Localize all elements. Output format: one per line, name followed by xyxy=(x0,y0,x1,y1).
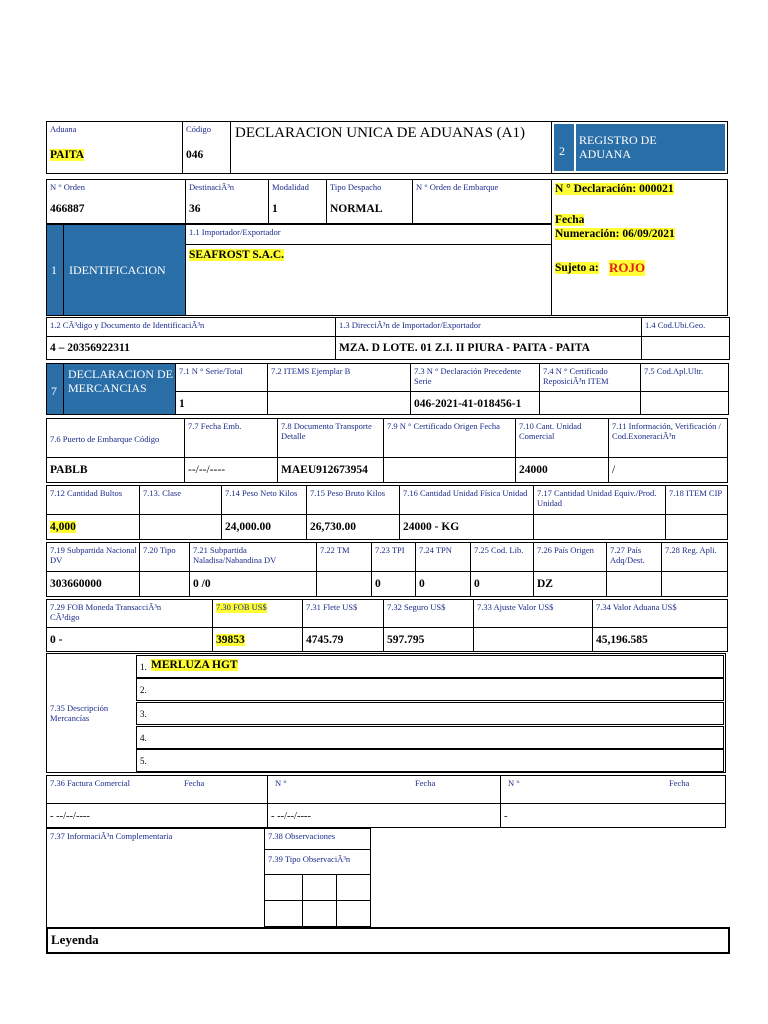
cant-unidad-value: 24000 xyxy=(519,464,548,476)
registro-num-box xyxy=(554,124,574,171)
tpn-value-cell xyxy=(415,571,471,597)
desc-line-1 xyxy=(136,655,724,678)
n-orden-value: 466887 xyxy=(50,203,85,215)
registro-label-box xyxy=(576,124,725,171)
documento-value-cell xyxy=(277,457,384,483)
reposicion-label: 7.4 N ° Certificado ReposiciÃ³n ITEM xyxy=(543,366,609,386)
info-comp-cell xyxy=(46,828,265,928)
factura-date-1: - --/--/---- xyxy=(50,811,90,822)
subpartida-value: 303660000 xyxy=(50,578,102,590)
tipo-value-cell xyxy=(139,571,190,597)
flete-label: 7.31 Flete US$ xyxy=(306,602,358,612)
naladisa-value-cell xyxy=(189,571,317,597)
fob-moneda-value: 0 - xyxy=(50,634,63,646)
cod-lib-value: 0 xyxy=(474,578,480,590)
factura-label-cell-1 xyxy=(46,775,268,804)
n-orden-cell xyxy=(46,179,186,224)
items-label-cell xyxy=(267,363,411,392)
cant-fisica-label-cell xyxy=(399,485,534,515)
fecha-emb-label-cell xyxy=(184,418,278,458)
fecha-emb-value-cell xyxy=(184,457,278,483)
tipo-obs-box-1 xyxy=(264,874,303,901)
fob-moneda-value-cell xyxy=(46,627,213,652)
puerto-label-cell xyxy=(46,418,185,458)
fecha-emb-label: 7.7 Fecha Emb. xyxy=(188,421,242,431)
documento-value: MAEU912673954 xyxy=(281,464,368,476)
desc-line-4 xyxy=(136,726,724,749)
tpn-label-cell xyxy=(415,542,471,572)
descripcion-label: 7.35 Descripción Mercancías xyxy=(50,703,109,723)
codigo-doc-value-cell xyxy=(46,336,336,360)
direccion-value-cell xyxy=(335,336,642,360)
subpartida-label: 7.19 Subpartida Nacional DV xyxy=(50,545,137,565)
cant-equiv-label-cell xyxy=(533,485,666,515)
tipo-obs-box-6 xyxy=(336,900,371,927)
importador-cell xyxy=(185,224,552,245)
clase-label-cell xyxy=(139,485,222,515)
flete-label-cell xyxy=(302,599,384,628)
valor-aduana-value: 45,196.585 xyxy=(596,634,648,646)
fob-moneda-label: 7.29 FOB Moneda TransacciÃ³n CÃ³digo xyxy=(50,602,162,622)
declaracion-prec-value: 046-2021-41-018456-1 xyxy=(414,398,522,410)
serie-label: 7.1 N ° Serie/Total xyxy=(179,366,243,376)
codigo-doc-label-cell xyxy=(46,317,336,337)
mercancias-num-box xyxy=(46,363,64,415)
serie-value: 1 xyxy=(179,398,185,410)
destinacion-label: DestinaciÃ³n xyxy=(189,182,235,192)
cod-ubi-value-cell xyxy=(641,336,730,360)
tm-label: 7.22 TM xyxy=(320,545,350,555)
declaracion-prec-label: 7.3 N ° Declaración Precedente Serie xyxy=(414,366,522,386)
pais-origen-value: DZ xyxy=(537,578,553,590)
peso-neto-label-cell xyxy=(221,485,307,515)
tipo-obs-box-5 xyxy=(302,900,337,927)
fob-value: 39853 xyxy=(216,634,245,646)
reposicion-value-cell xyxy=(539,391,641,415)
peso-neto-value-cell xyxy=(221,514,307,540)
codigo-doc-value: 4 – 20356922311 xyxy=(50,342,130,354)
observaciones-label: 7.38 Observaciones xyxy=(268,831,336,841)
cod-ubi-label: 1.4 Cod.Ubi.Geo. xyxy=(645,320,706,330)
sujeto-value: ROJO xyxy=(609,260,646,275)
puerto-label: 7.6 Puerto de Embarque Código xyxy=(50,434,160,444)
destinacion-cell xyxy=(185,179,269,224)
factura-n-label-3: N ° xyxy=(508,778,520,788)
importador-label: 1.1 Importador/Exportador xyxy=(189,227,281,237)
leyenda-cell xyxy=(46,927,730,954)
clase-label: 7.13. Clase xyxy=(143,488,182,498)
subpartida-value-cell xyxy=(46,571,140,597)
puerto-value-cell xyxy=(46,457,185,483)
direccion-label-cell xyxy=(335,317,642,337)
bultos-value: 4,000 xyxy=(50,521,76,533)
factura-date-3: - xyxy=(504,811,508,822)
fob-value-cell xyxy=(212,627,303,652)
ajuste-label-cell xyxy=(473,599,593,628)
desc-line-1-num: 1. xyxy=(140,662,147,672)
cant-unidad-value-cell xyxy=(515,457,609,483)
informacion-label: 7.11 Información, Verificación / Cod.ExoneraciÃ³n xyxy=(612,421,721,441)
tpi-label-cell xyxy=(371,542,416,572)
tipo-despacho-cell xyxy=(326,179,413,224)
cod-lib-label-cell xyxy=(470,542,534,572)
item-cip-label-cell xyxy=(665,485,728,515)
fecha-emb-value: --/--/---- xyxy=(188,464,226,476)
tpi-value-cell xyxy=(371,571,416,597)
valor-aduana-value-cell xyxy=(592,627,728,652)
valor-aduana-label: 7.34 Valor Aduana US$ xyxy=(596,602,677,612)
reg-apli-label: 7.28 Reg. Apli. xyxy=(665,545,717,555)
tipo-obs-cell xyxy=(264,849,371,875)
factura-label-cell-3 xyxy=(500,775,726,804)
ajuste-label: 7.33 Ajuste Valor US$ xyxy=(477,602,554,612)
seguro-label: 7.32 Seguro US$ xyxy=(387,602,446,612)
factura-date-2: - --/--/---- xyxy=(271,811,311,822)
naladisa-label: 7.21 Subpartida Naladisa/Nabandina DV xyxy=(193,545,277,565)
cant-fisica-label: 7.16 Cantidad Unidad Física Unidad xyxy=(403,488,528,498)
pais-adq-label: 7.27 País Adq/Dest. xyxy=(610,545,645,565)
reg-apli-value-cell xyxy=(661,571,728,597)
desc-line-3 xyxy=(136,702,724,725)
tipo-despacho-value: NORMAL xyxy=(330,203,383,215)
tpn-label: 7.24 TPN xyxy=(419,545,452,555)
info-comp-label: 7.37 InformaciÃ³n Complementaria xyxy=(50,831,173,841)
tipo-label-cell xyxy=(139,542,190,572)
factura-fecha-label-1: Fecha xyxy=(184,778,205,788)
codigo-label: Código xyxy=(186,124,212,134)
desc-line-5 xyxy=(136,749,724,772)
cod-apl-value-cell xyxy=(640,391,729,415)
tipo-label: 7.20 Tipo xyxy=(143,545,176,555)
peso-bruto-label-cell xyxy=(306,485,400,515)
identificacion-label-box xyxy=(63,224,186,316)
documento-label-cell xyxy=(277,418,384,458)
factura-fecha-label-2: Fecha xyxy=(415,778,436,788)
modalidad-cell xyxy=(268,179,327,224)
peso-bruto-value: 26,730.00 xyxy=(310,521,356,533)
factura-value-cell-3 xyxy=(500,803,726,828)
item-cip-value-cell xyxy=(665,514,728,540)
desc-line-4-num: 4. xyxy=(140,733,147,743)
declaracion-prec-label-cell xyxy=(410,363,540,392)
desc-line-5-num: 5. xyxy=(140,756,147,766)
seguro-value-cell xyxy=(383,627,474,652)
registro-label: REGISTRO DE ADUANA xyxy=(579,133,657,162)
ajuste-value-cell xyxy=(473,627,593,652)
fecha-numeracion: Numeración: 06/09/2021 xyxy=(555,228,675,240)
certificado-label-cell xyxy=(383,418,516,458)
seguro-label-cell xyxy=(383,599,474,628)
identificacion-label: IDENTIFICACION xyxy=(69,263,166,277)
leyenda-label: Leyenda xyxy=(51,932,99,947)
peso-neto-value: 24,000.00 xyxy=(225,521,271,533)
tm-value-cell xyxy=(316,571,372,597)
bultos-value-cell xyxy=(46,514,140,540)
tipo-obs-box-3 xyxy=(336,874,371,901)
desc-line-3-num: 3. xyxy=(140,709,147,719)
identificacion-num: 1 xyxy=(51,263,57,277)
fob-moneda-label-cell xyxy=(46,599,213,628)
fecha-label: Fecha xyxy=(555,214,585,226)
puerto-value: PABLB xyxy=(50,464,88,476)
subpartida-label-cell xyxy=(46,542,140,572)
tipo-despacho-label: Tipo Despacho xyxy=(330,182,382,192)
tipo-obs-box-2 xyxy=(302,874,337,901)
mercancias-label: DECLARACION DE MERCANCIAS xyxy=(68,367,173,396)
importador-value: SEAFROST S.A.C. xyxy=(189,249,285,261)
fob-label-cell xyxy=(212,599,303,628)
documento-label: 7.8 Documento Transporte Detalle xyxy=(281,421,372,441)
peso-bruto-label: 7.15 Peso Bruto Kilos xyxy=(310,488,386,498)
mercancias-label-box xyxy=(63,363,176,415)
pais-origen-label: 7.26 País Origen xyxy=(537,545,594,555)
pais-adq-label-cell xyxy=(606,542,662,572)
destinacion-value: 36 xyxy=(189,203,201,215)
factura-label: 7.36 Factura Comercial xyxy=(50,778,131,788)
serie-value-cell xyxy=(175,391,268,415)
cod-lib-label: 7.25 Cod. Lib. xyxy=(474,545,524,555)
cant-unidad-label-cell xyxy=(515,418,609,458)
informacion-label-cell xyxy=(608,418,728,458)
observaciones-cell xyxy=(264,828,371,850)
factura-fecha-label-3: Fecha xyxy=(669,778,690,788)
certificado-value-cell xyxy=(383,457,516,483)
pais-origen-label-cell xyxy=(533,542,607,572)
flete-value: 4745.79 xyxy=(306,634,344,646)
cod-ubi-label-cell xyxy=(641,317,730,337)
n-orden-embarque-cell xyxy=(412,179,552,224)
codigo-value: 046 xyxy=(186,149,204,161)
items-value-cell xyxy=(267,391,411,415)
cant-unidad-label: 7.10 Cant. Unidad Comercial xyxy=(519,421,582,441)
factura-n-label-2: N ° xyxy=(275,778,287,788)
codigo-cell xyxy=(182,121,231,174)
cod-apl-label-cell xyxy=(640,363,729,392)
title-cell xyxy=(230,121,552,174)
clase-value-cell xyxy=(139,514,222,540)
items-label: 7.2 ITEMS Ejemplar B xyxy=(271,366,351,376)
tipo-obs-label: 7.39 Tipo ObservaciÃ³n xyxy=(268,854,351,864)
factura-value-cell-2 xyxy=(267,803,501,828)
registro-num: 2 xyxy=(559,144,565,158)
aduana-label: Aduana xyxy=(50,124,77,134)
cant-fisica-value: 24000 - KG xyxy=(403,521,460,533)
pais-origen-value-cell xyxy=(533,571,607,597)
cod-apl-label: 7.5 Cod.Apl.Ultr. xyxy=(644,366,704,376)
peso-neto-label: 7.14 Peso Neto Kilos xyxy=(225,488,298,498)
naladisa-label-cell xyxy=(189,542,317,572)
desc-line-2-num: 2. xyxy=(140,685,147,695)
reposicion-label-cell xyxy=(539,363,641,392)
fob-label: 7.30 FOB US$ xyxy=(216,602,267,612)
desc-line-1-value: MERLUZA HGT xyxy=(151,659,238,671)
informacion-value: / xyxy=(612,464,616,476)
bultos-label: 7.12 Cantidad Bultos xyxy=(50,488,123,498)
n-orden-embarque-label: N ° Orden de Embarque xyxy=(416,182,499,192)
n-orden-label: N ° Orden xyxy=(50,182,86,192)
factura-label-cell-2 xyxy=(267,775,501,804)
aduana-value: PAITA xyxy=(50,149,85,161)
flete-value-cell xyxy=(302,627,384,652)
naladisa-value: 0 /0 xyxy=(193,578,211,590)
bultos-label-cell xyxy=(46,485,140,515)
aduana-cell xyxy=(46,121,183,174)
direccion-label: 1.3 DirecciÃ³n de Importador/Exportador xyxy=(339,320,481,330)
page-title: DECLARACION UNICA DE ADUANAS (A1) xyxy=(235,125,525,141)
valor-aduana-label-cell xyxy=(592,599,728,628)
tpn-value: 0 xyxy=(419,578,425,590)
certificado-label: 7.9 N ° Certificado Origen Fecha xyxy=(387,421,500,431)
tm-label-cell xyxy=(316,542,372,572)
cant-fisica-value-cell xyxy=(399,514,534,540)
peso-bruto-value-cell xyxy=(306,514,400,540)
declaracion-number: N ° Declaración: 000021 xyxy=(555,183,674,195)
sujeto-label: Sujeto a: xyxy=(555,262,599,274)
pais-adq-value-cell xyxy=(606,571,662,597)
identificacion-num-box xyxy=(46,224,64,316)
seguro-value: 597.795 xyxy=(387,634,425,646)
factura-value-cell-1 xyxy=(46,803,268,828)
tpi-label: 7.23 TPI xyxy=(375,545,405,555)
modalidad-value: 1 xyxy=(272,203,278,215)
modalidad-label: Modalidad xyxy=(272,182,309,192)
serie-label-cell xyxy=(175,363,268,392)
registro-info-cell xyxy=(551,179,728,316)
cod-lib-value-cell xyxy=(470,571,534,597)
registro-cell xyxy=(551,121,728,174)
codigo-doc-label: 1.2 CÃ³digo y Documento de IdentificaciÃ³n xyxy=(50,320,205,330)
tpi-value: 0 xyxy=(375,578,381,590)
reg-apli-label-cell xyxy=(661,542,728,572)
direccion-value: MZA. D LOTE. 01 Z.I. II PIURA - PAITA - PAITA xyxy=(339,342,590,354)
mercancias-num: 7 xyxy=(51,384,57,398)
desc-line-2 xyxy=(136,678,724,701)
item-cip-label: 7.18 ITEM CIP xyxy=(669,488,723,498)
tipo-obs-box-4 xyxy=(264,900,303,927)
importador-value-cell xyxy=(185,244,552,316)
cant-equiv-label: 7.17 Cantidad Unidad Equiv./Prod. Unidad xyxy=(537,488,657,508)
cant-equiv-value-cell xyxy=(533,514,666,540)
informacion-value-cell xyxy=(608,457,728,483)
declaracion-prec-value-cell xyxy=(410,391,540,415)
